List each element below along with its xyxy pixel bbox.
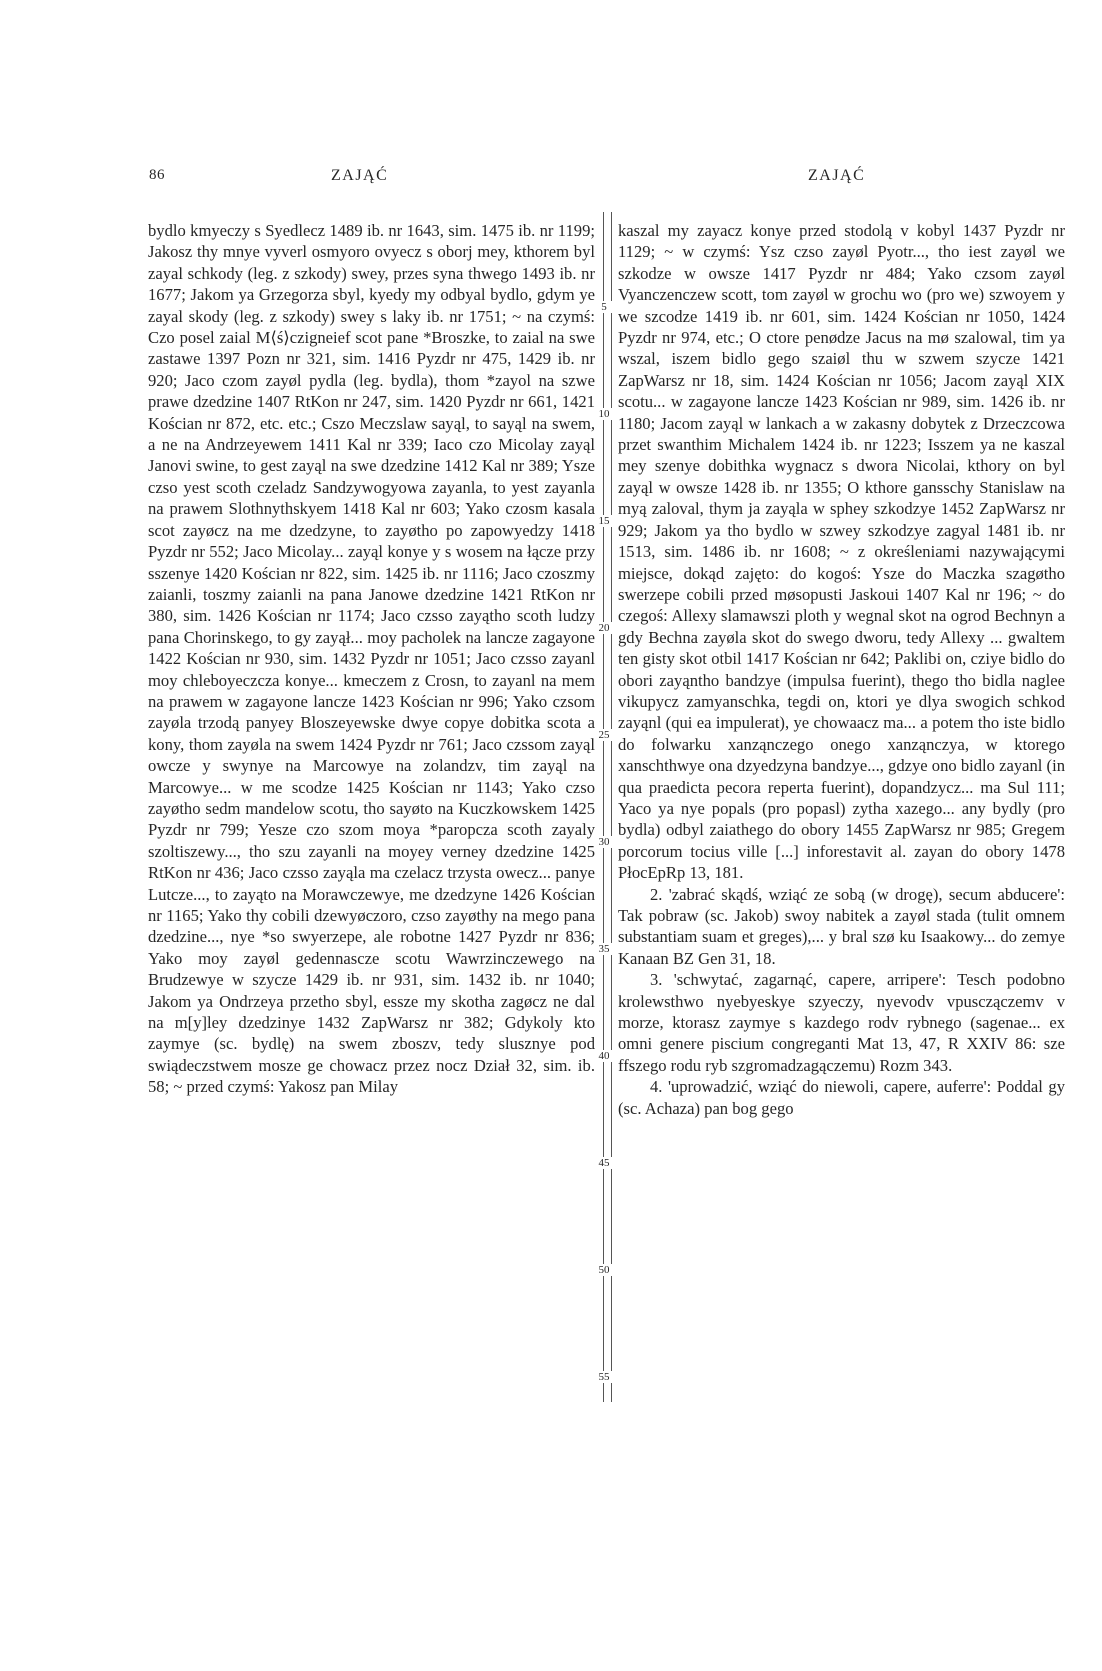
left-column bbox=[148, 220, 595, 1395]
page-number: 86 bbox=[149, 167, 165, 183]
line-number: 25 bbox=[590, 729, 618, 741]
line-number: 5 bbox=[590, 301, 618, 313]
line-number: 45 bbox=[590, 1157, 618, 1169]
line-number: 35 bbox=[590, 943, 618, 955]
sense-3-paragraph: 3. 'schwytać, zagarnąć, capere, arripere': Tesch podobno krolewsthwo nyebyeskye szyeczy, nyevodv vpusczączemv v morze, ktorasz zaymye s kazdego rodv rybnego (sagenae... ex omni genere piscium congreganti Mat 13, 47, R XXIV 86: sze ffszego rodu ryb szgromadzagączemu) Rozm 343. bbox=[618, 970, 1065, 1075]
running-head-left: ZAJĄĆ bbox=[331, 167, 389, 184]
line-number: 10 bbox=[590, 408, 618, 420]
running-head-right: ZAJĄĆ bbox=[808, 167, 866, 184]
line-number: 15 bbox=[590, 515, 618, 527]
line-number: 30 bbox=[590, 836, 618, 848]
line-number: 50 bbox=[590, 1264, 618, 1276]
line-number: 55 bbox=[590, 1371, 618, 1383]
sense-2-paragraph: 2. 'zabrać skądś, wziąć ze sobą (w drogę), secum abducere': Tak pobraw (sc. Jakob) swoy nabitek a zayøl stada (tulit omnem substantiam suam et greges),... y bral szø ku Isaakowy... do zemye Kanaan BZ Gen 31, 18. bbox=[618, 884, 1065, 968]
line-number: 20 bbox=[590, 622, 618, 634]
line-number: 40 bbox=[590, 1050, 618, 1062]
sense-4-paragraph: 4. 'uprowadzić, wziąć do niewoli, capere, auferre': Poddal gy (sc. Achaza) pan bog gego bbox=[618, 1077, 1065, 1118]
left-paragraph-1: bydlo kmyeczy s Syedlecz 1489 ib. nr 1643, sim. 1475 ib. nr 1199; Jakosz thy mnye vyverl osmyoro ovyecz s oborj mey, kthorem byl zayal schkody (leg. z szkody) swey, przes syna thwego 1493 ib. nr 1677; Jakom ya Grzegorza sbyl, kyedy my odbyal bydlo, gdym ye zayal skody (leg. z szkody) swey s laky ib. nr 1751; ~ na czymś: Czo posel zaial M⟨ś⟩czigneief scot pane *Broszke, to zaial na swe zastawe 1397 Pozn nr 321, sim. 1416 Pyzdr nr 475, 1429 ib. nr 920; Jaco czom zayøl pydla (leg. bydla), thom *zayol na szwe prawe dzedzine 1407 RtKon nr 247, sim. 1420 Pyzdr nr 661, 1421 Kościan nr 872, etc. etc.; Cszo Meczslaw sayąl, to sayąl na swem, a ne na Andrzeyewem 1411 Kal nr 339; Iaco czo Micolay zayąl Janovi swine, to gest zayąl na swe dzedzine 1412 Kal nr 389; Ysze czso yest scoth czeladz Sandzywogyowa zayanla, to yest zayanla na prawem Slothnythskyem 1418 Kal nr 603; Yako czosm kasala scot zayøcz na me dzedzyne, to zayøtho po zapowyedzy 1418 Pyzdr nr 552; Jaco Micolay... zayąl konye y s wosem na łącze przy sszenye 1420 Kościan nr 822, sim. 1425 ib. nr 1116; Jaco czoszmy zaianli, toszmy zaianli na pana Janowe dzedzine 1421 RtKon nr 380, sim. 1426 Kościan nr 1174; Jaco czsso zayątho scoth ludzy pana Chorinskego, to gy zayął... moy pacholek na lancze zagayone 1422 Kościan nr 930, sim. 1432 Pyzdr nr 1051; Jaco czsso zayanl moy chleboyeczcza konye... kmeczem z Crosn, to zayanl na mem na prawem w zagayone lancze 1423 Kościan nr 996; Yako czsom zayøla trzodą panyey Bloszeyewske dwye copye dobitka scota a kony, thom zayøla na swem 1424 Pyzdr nr 761; Jaco czssom zayąl owcze y swynye na Marcowye na zolandzv, tim zayąl na Marcowye... w me scodze 1425 Kościan nr 1143; Yako czso zayøtho sedm mandelow scotu, tho sayøto na Kuczkowskem 1425 Pyzdr nr 799; Yesze czo szom moya *paropcza scoth zayaly szoltiszewy..., tho szu zayanli na moyey verney dzedzine 1425 RtKon nr 436; Jaco czsso zayąla ma czelacz trzysta owecz... panye Lutcze..., to zayąto na Morawczewye, me dzedzyne 1426 Kościan nr 1165; Yako thy cobili dzewyøczoro, czso zayøthy na mego pana dzedzine..., nye *so swyerzepe, ale robotne 1427 Pyzdr nr 836; Yako moy zayøl gedennascze scotu Wawrzinczewego na Brudzewye w szycze 1429 ib. nr 931, sim. 1432 ib. nr 1040; Jakom ya Ondrzeya przetho sbyl, essze my skotha zagøcz ne dal na m[y]ley dzedzinye 1432 ZapWarsz nr 382; Gdykoly kto zaymye (sc. bydlę) na swem zboszv, tedy slusznye pod swiądeczstwem mosze ge chowacz przez nocz Dział 32, sim. ib. 58; ~ przed czymś: Yakosz pan Milay bbox=[148, 221, 595, 1097]
right-paragraph-1: kaszal my zayacz konye przed stodolą v kobyl 1437 Pyzdr nr 1129; ~ w czymś: Ysz czso zayøl Pyotr..., tho iest zayøl we szkodze w owsze 1417 Pyzdr nr 484; Yako czsom zayøl Vyanczenczew scott, tom zayøl w grochu wo (pro we) szwoyem y we szcodze 1419 ib. nr 601, sim. 1424 Kościan nr 1050, 1424 Pyzdr nr 974, etc.; O ctore penødze Jacus na mø szalowal, tim ya wszal, iszem bidlo gego szaiøl thu w szwem szycze 1421 ZapWarsz nr 18, sim. 1424 Kościan nr 1056; Jacom zayąl XIX scotu... w zagayone lancze 1423 Kościan nr 989, sim. 1426 ib. nr 1180; Jacom zayąl w lankach a w zakasny dobytek z Drzeczcowa przet swanthim Michalem 1424 ib. nr 1223; Isszem ya ne kaszal mey szenye dobithka wygnacz s dwora Nicolai, kthory on byl zayąl w owsze 1428 ib. nr 1355; O kthore gansschy Stanislaw na myą zaloval, thym ja zayąla w sphey szkodzye 1452 ZapWarsz nr 929; Jakom ya tho bydlo w szwey szkodzye zagyal 1481 ib. nr 1513, sim. 1486 ib. nr 1608; ~ z określeniami nazywającymi miejsce, dokąd zajęto: do kogoś: Ysze do Maczka szagøtho swerzepe cobili przed møsopusti Jaskoui 1407 Kal nr 196; ~ do czegoś: Allexy slamawszi ploth y wegnal skot na ogrod Bechnyn a gdy Bechna zayøla skot do swego dworu, tedy Allexy ... gwaltem ten gisty skot otbil 1417 Kościan nr 642; Paklibi on, cziye bidlo do obori zayąntho bandzye (impulsa fuerint), thego tho bidla naglee vikupycz zamyanschka, tegdi on, ktori ye dlya swogich schkod zayąnl (qui ea impulerat), ye chowaacz ma... a potem tho iste bidlo do folwarku xanząnczego onego xanząnczya, w ktorego xanschthwye ona dzyedzyna bandzye..., gdzye ono bidlo zayanl (in qua praedicta pecora reperta fuerint), dopandzycz... ma Sul 111; Yaco ya nye popals (pro popasl) zytha xazego... any bydly (pro bydla) odbyl zaiathego do obory 1455 ZapWarsz nr 985; Gregem porcorum tocius ville [...] inforestavit al. zayan do obory 1478 PłocEpRp 13, 181. bbox=[618, 221, 1065, 883]
right-column bbox=[618, 220, 1065, 1395]
